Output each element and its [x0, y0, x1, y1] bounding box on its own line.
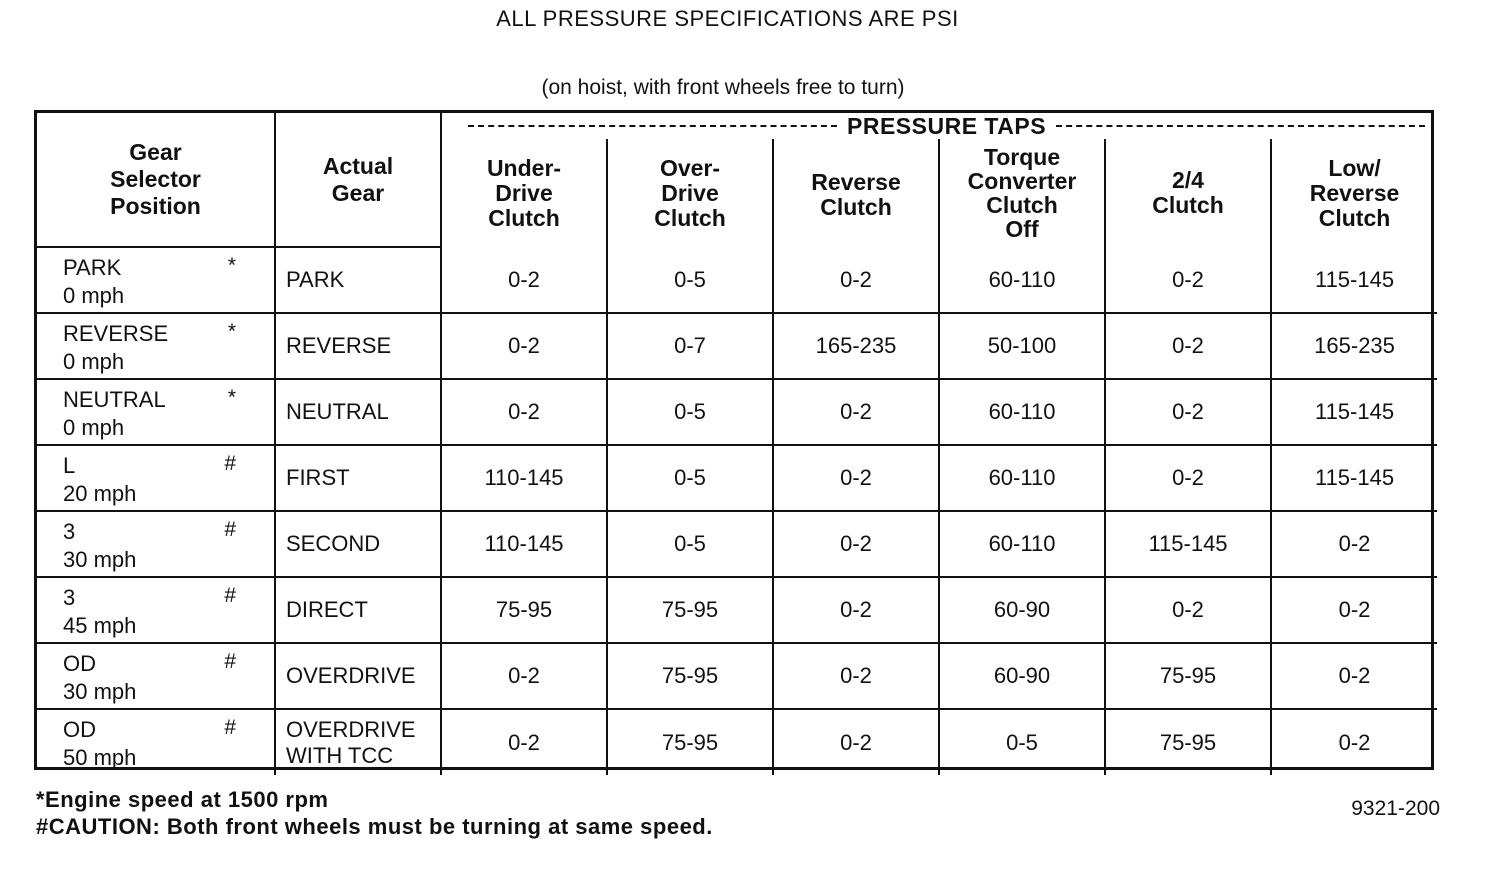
footnote-symbol: * — [227, 386, 236, 409]
footnote-symbol: # — [224, 650, 236, 673]
selector-speed: 30 mph — [63, 679, 137, 704]
pressure-value: 0-5 — [607, 247, 773, 313]
selector-speed: 0 mph — [63, 349, 125, 374]
pressure-value: 0-7 — [607, 313, 773, 379]
table-row — [37, 643, 1437, 709]
actual-gear: OVERDRIVE WITH TCC — [275, 709, 441, 775]
header-low-reverse-clutch: Low/ Reverse Clutch — [1271, 139, 1437, 247]
pressure-value: 75-95 — [607, 643, 773, 709]
pressure-value: 115-145 — [1271, 445, 1437, 511]
gear-selector-position — [37, 379, 275, 445]
pressure-value: 0-2 — [773, 511, 939, 577]
selector-label: 3 — [63, 519, 76, 544]
pressure-value: 0-2 — [1105, 445, 1271, 511]
gear-selector-position — [37, 643, 275, 709]
gear-selector-position — [37, 445, 275, 511]
selector-speed: 30 mph — [63, 547, 137, 572]
pressure-value: 0-2 — [1105, 313, 1271, 379]
pressure-value: 0-2 — [1271, 709, 1437, 775]
pressure-value: 60-90 — [939, 577, 1105, 643]
pressure-value: 75-95 — [1105, 643, 1271, 709]
pressure-value: 0-2 — [441, 709, 607, 775]
pressure-value: 165-235 — [773, 313, 939, 379]
footnote-symbol: # — [224, 452, 236, 475]
pressure-value: 0-2 — [773, 379, 939, 445]
pressure-value: 0-2 — [773, 709, 939, 775]
pressure-value: 115-145 — [1271, 379, 1437, 445]
selector-speed: 45 mph — [63, 613, 137, 638]
pressure-value: 75-95 — [607, 577, 773, 643]
gear-selector-position — [37, 577, 275, 643]
figure-number: 9321-200 — [1351, 797, 1440, 820]
pressure-value: 0-2 — [441, 643, 607, 709]
table-row — [37, 709, 1437, 775]
actual-gear: FIRST — [275, 445, 441, 511]
header-actual-gear: Actual Gear — [275, 113, 441, 247]
pressure-value: 75-95 — [1105, 709, 1271, 775]
selector-label: OD — [63, 717, 96, 742]
actual-gear: OVERDRIVE — [275, 643, 441, 709]
actual-gear: NEUTRAL — [275, 379, 441, 445]
gear-selector-position — [37, 247, 275, 313]
pressure-value: 115-145 — [1271, 247, 1437, 313]
dashed-rule-left — [468, 125, 837, 127]
table-row — [37, 511, 1437, 577]
page-title: ALL PRESSURE SPECIFICATIONS ARE PSI — [496, 6, 959, 31]
footnotes — [36, 786, 713, 840]
selector-speed: 0 mph — [63, 415, 125, 440]
header-overdrive-clutch: Over- Drive Clutch — [607, 139, 773, 247]
pressure-value: 0-2 — [773, 643, 939, 709]
selector-label: NEUTRAL — [63, 387, 166, 412]
table-row — [37, 247, 1437, 313]
selector-label: REVERSE — [63, 321, 169, 346]
pressure-value: 60-110 — [939, 247, 1105, 313]
pressure-value: 0-2 — [773, 247, 939, 313]
pressure-value: 60-110 — [939, 445, 1105, 511]
pressure-value: 0-2 — [1105, 379, 1271, 445]
footnote-symbol: # — [224, 518, 236, 541]
pressure-value: 60-90 — [939, 643, 1105, 709]
gear-selector-position — [37, 511, 275, 577]
footnote-symbol: * — [227, 254, 236, 277]
actual-gear: SECOND — [275, 511, 441, 577]
pressure-value: 110-145 — [441, 511, 607, 577]
pressure-value: 0-2 — [441, 247, 607, 313]
pressure-chart — [34, 110, 1434, 770]
selector-speed: 50 mph — [63, 745, 137, 770]
footnote-symbol: # — [224, 584, 236, 607]
footnote-symbol: * — [227, 320, 236, 343]
pressure-value: 0-2 — [773, 577, 939, 643]
table-row — [37, 313, 1437, 379]
footnote-engine-speed: *Engine speed at 1500 rpm — [36, 787, 329, 812]
header-tcc-off: Torque Converter Clutch Off — [939, 139, 1105, 247]
pressure-value: 0-5 — [607, 379, 773, 445]
header-reverse-clutch: Reverse Clutch — [773, 139, 939, 247]
pressure-value: 0-2 — [1271, 511, 1437, 577]
page-subtitle: (on hoist, with front wheels free to turn) — [541, 76, 905, 99]
selector-label: OD — [63, 651, 96, 676]
actual-gear: REVERSE — [275, 313, 441, 379]
pressure-value: 110-145 — [441, 445, 607, 511]
header-underdrive-clutch: Under- Drive Clutch — [441, 139, 607, 247]
actual-gear: DIRECT — [275, 577, 441, 643]
selector-speed: 20 mph — [63, 481, 137, 506]
gear-selector-position — [37, 313, 275, 379]
selector-label: 3 — [63, 585, 76, 610]
selector-label: PARK — [63, 255, 122, 280]
pressure-value: 115-145 — [1105, 511, 1271, 577]
pressure-value: 0-5 — [607, 511, 773, 577]
dashed-rule-right — [1056, 125, 1425, 127]
pressure-value: 0-2 — [1105, 247, 1271, 313]
table-row — [37, 445, 1437, 511]
pressure-value: 60-110 — [939, 511, 1105, 577]
pressure-value: 0-2 — [1105, 577, 1271, 643]
pressure-value: 0-5 — [939, 709, 1105, 775]
pressure-value: 50-100 — [939, 313, 1105, 379]
gear-selector-position — [37, 709, 275, 775]
pressure-table — [37, 113, 1437, 775]
table-body — [37, 247, 1437, 775]
header-pressure-taps — [441, 113, 1437, 139]
pressure-taps-label: PRESSURE TAPS — [847, 112, 1047, 139]
pressure-value: 75-95 — [607, 709, 773, 775]
selector-speed: 0 mph — [63, 283, 125, 308]
actual-gear: PARK — [275, 247, 441, 313]
footnote-caution: #CAUTION: Both front wheels must be turning at same speed. — [36, 814, 713, 839]
table-row — [37, 379, 1437, 445]
pressure-value: 0-5 — [607, 445, 773, 511]
pressure-value: 75-95 — [441, 577, 607, 643]
pressure-value: 0-2 — [1271, 577, 1437, 643]
pressure-value: 0-2 — [1271, 643, 1437, 709]
selector-label: L — [63, 453, 76, 478]
header-2-4-clutch: 2/4 Clutch — [1105, 139, 1271, 247]
pressure-value: 0-2 — [441, 313, 607, 379]
footnote-symbol: # — [224, 716, 236, 739]
pressure-value: 0-2 — [441, 379, 607, 445]
table-row — [37, 577, 1437, 643]
pressure-value: 60-110 — [939, 379, 1105, 445]
pressure-value: 0-2 — [773, 445, 939, 511]
pressure-value: 165-235 — [1271, 313, 1437, 379]
header-gear-selector: Gear Selector Position — [37, 113, 275, 247]
